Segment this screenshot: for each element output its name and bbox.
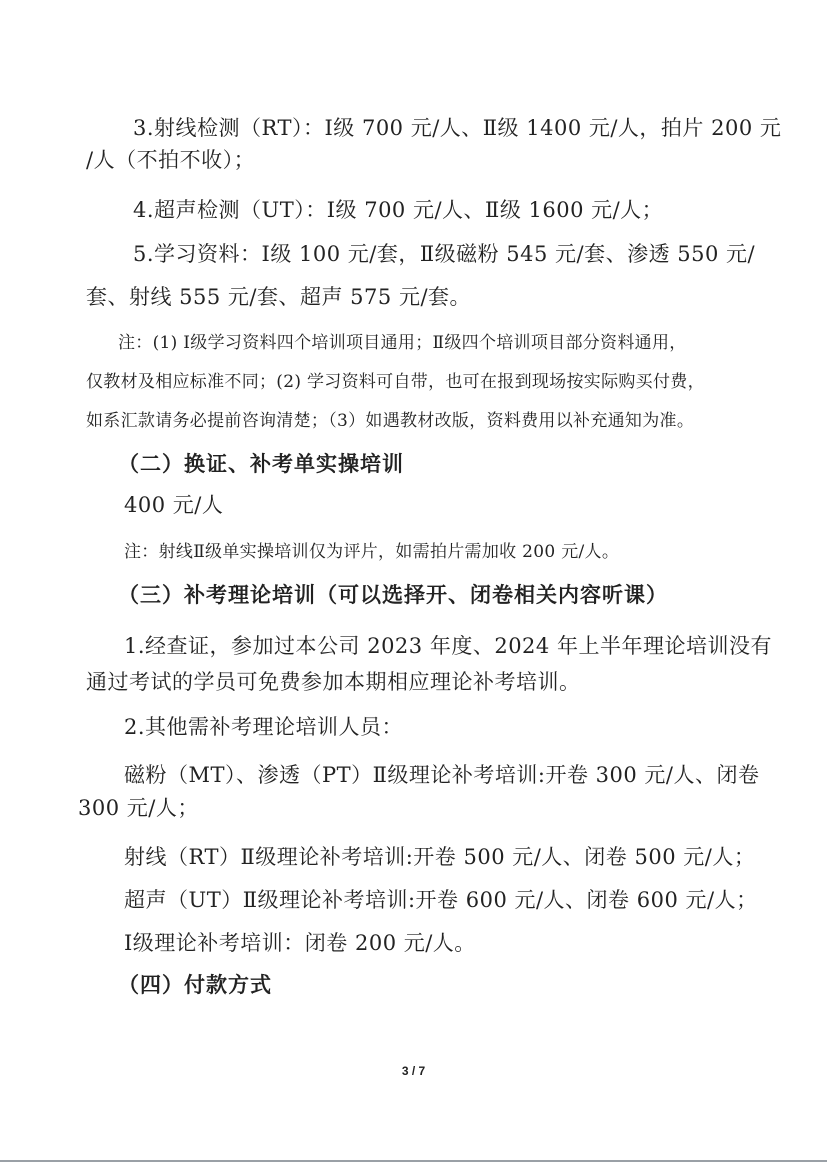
materials-note-2: 仅教材及相应标准不同；(2) 学习资料可自带，也可在报到现场按实际购买付费， <box>86 372 705 392</box>
materials-note-1: 注：(1) Ⅰ级学习资料四个培训项目通用；Ⅱ级四个培训项目部分资料通用， <box>118 333 687 353</box>
section-heading-2: （二）换证、补考单实操培训 <box>118 451 404 476</box>
ut-retake-line: 超声（UT）Ⅱ级理论补考培训:开卷 600 元/人、闭卷 600 元/人； <box>124 888 758 912</box>
level1-retake-line: Ⅰ级理论补考培训：闭卷 200 元/人。 <box>124 931 476 955</box>
ut-fee-line: 4.超声检测（UT）：Ⅰ级 700 元/人、Ⅱ级 1600 元/人； <box>133 198 664 222</box>
materials-note-3: 如系汇款请务必提前咨询清楚；（3）如遇教材改版，资料费用以补充通知为准。 <box>86 411 695 431</box>
rt-fee-line: 3.射线检测（RT）：Ⅰ级 700 元/人、Ⅱ级 1400 元/人，拍片 200 元 <box>133 116 782 140</box>
materials-fee-line: 5.学习资料：Ⅰ级 100 元/套，Ⅱ级磁粉 545 元/套、渗透 550 元/ <box>133 242 756 266</box>
practical-fee-line: 400 元/人 <box>124 493 224 517</box>
section-heading-3: （三）补考理论培训（可以选择开、闭卷相关内容听课） <box>118 582 668 607</box>
materials-fee-line-cont: 套、射线 555 元/套、超声 575 元/套。 <box>86 285 472 309</box>
practical-note: 注：射线Ⅱ级单实操培训仅为评片，如需拍片需加收 200 元/人。 <box>124 542 620 562</box>
retake-line-1-cont: 通过考试的学员可免费参加本期相应理论补考培训。 <box>86 670 581 694</box>
rt-fee-line-cont: /人（不拍不收）； <box>86 148 256 172</box>
scan-edge-line <box>0 1160 827 1162</box>
page-number: 3 / 7 <box>401 1064 426 1078</box>
section-heading-4: （四）付款方式 <box>118 972 272 997</box>
mt-pt-retake-line-cont: 300 元/人； <box>78 796 199 820</box>
rt-retake-line: 射线（RT）Ⅱ级理论补考培训:开卷 500 元/人、闭卷 500 元/人； <box>124 845 756 869</box>
mt-pt-retake-line: 磁粉（MT）、渗透（PT）Ⅱ级理论补考培训:开卷 300 元/人、闭卷 <box>124 763 760 787</box>
retake-line-1: 1.经查证，参加过本公司 2023 年度、2024 年上半年理论培训没有 <box>124 634 772 658</box>
retake-line-2: 2.其他需补考理论培训人员： <box>124 715 404 739</box>
